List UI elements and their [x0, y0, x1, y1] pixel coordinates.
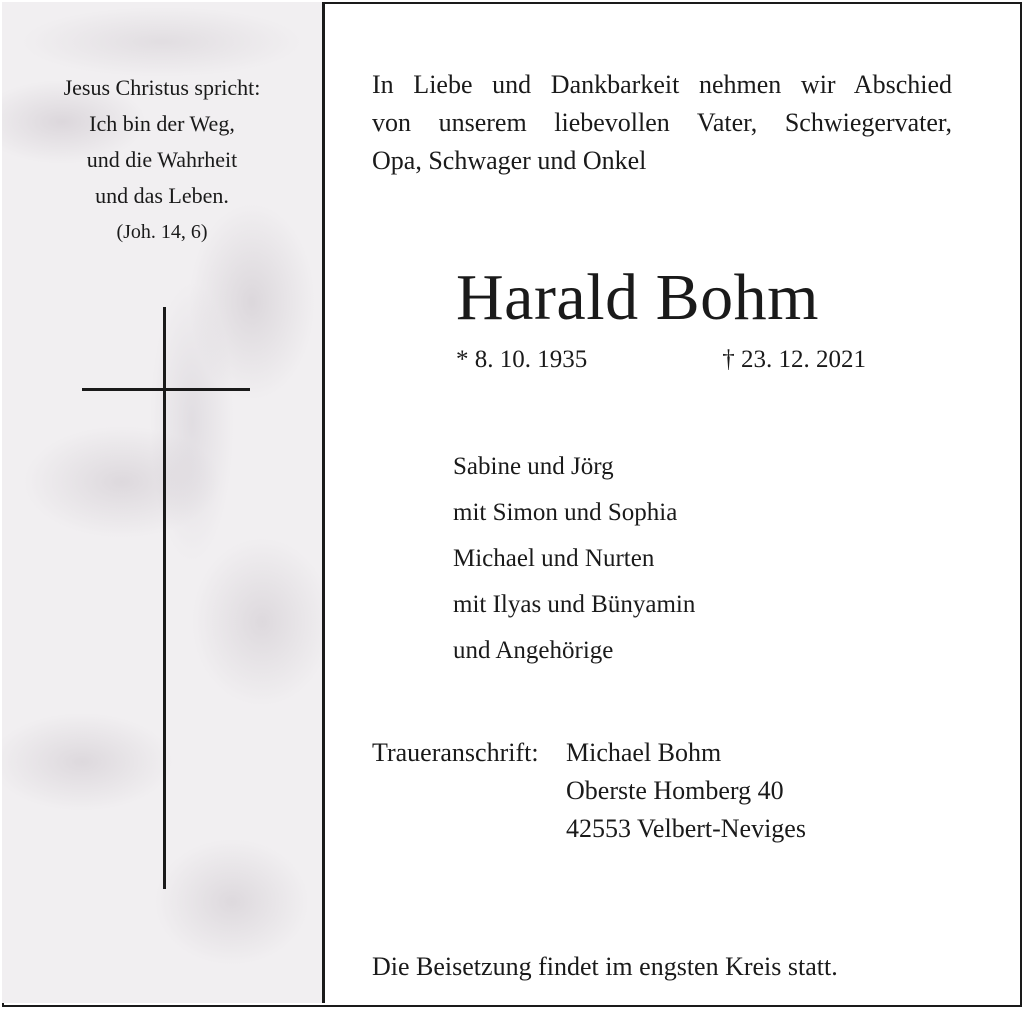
- address-street: Oberste Homberg 40: [566, 776, 784, 805]
- mourner-line: und Angehörige: [453, 637, 614, 664]
- intro-text: [372, 66, 952, 180]
- mourner-line: Sabine und Jörg: [453, 453, 614, 480]
- verse-line: Ich bin der Weg,: [89, 111, 235, 136]
- mourner-line: Michael und Nurten: [453, 545, 655, 572]
- verse-line: und das Leben.: [95, 183, 229, 208]
- death-date: † 23. 12. 2021: [722, 346, 866, 373]
- verse-reference: (Joh. 14, 6): [116, 221, 208, 243]
- deceased-name: Harald Bohm: [456, 261, 819, 334]
- verse-line: und die Wahrheit: [86, 147, 238, 172]
- address-city: 42553 Velbert-Neviges: [566, 814, 806, 843]
- burial-note: Die Beisetzung findet im engsten Kreis statt.: [372, 952, 838, 981]
- address-name: Michael Bohm: [566, 738, 722, 767]
- bible-verse: [2, 70, 322, 250]
- verse-line: Jesus Christus spricht:: [63, 75, 261, 100]
- cross-icon-bar: [82, 388, 250, 391]
- mourners-list: [453, 448, 695, 678]
- intro-line: Opa, Schwager und Onkel: [372, 146, 647, 175]
- mourner-line: mit Simon und Sophia: [453, 499, 678, 526]
- mourner-line: mit Ilyas und Bünyamin: [453, 591, 696, 618]
- birth-date: * 8. 10. 1935: [456, 346, 588, 373]
- address-label: Traueranschrift:: [372, 738, 539, 767]
- cross-icon: [163, 307, 166, 889]
- panel-divider: [322, 2, 325, 1003]
- intro-line: In Liebe und Dankbarkeit nehmen wir Abschied: [372, 70, 952, 99]
- intro-line: von unserem liebevollen Vater, Schwiegervater,: [372, 108, 952, 137]
